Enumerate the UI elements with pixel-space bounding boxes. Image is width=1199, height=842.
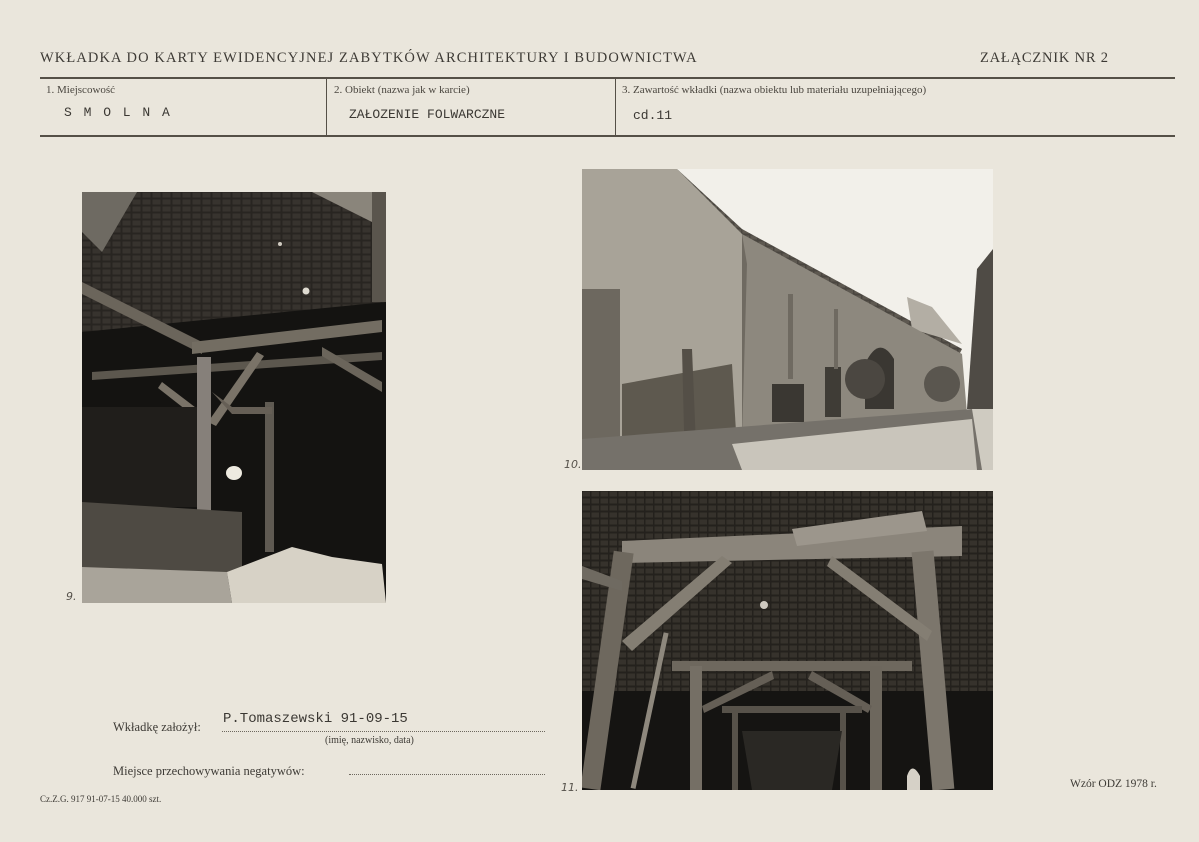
header-rule-top	[40, 77, 1175, 79]
photo-10-farm-building-exterior	[582, 169, 993, 470]
photo-9-barn-roof-truss	[82, 192, 386, 603]
field-label-locality: 1. Miejscowość	[46, 84, 116, 96]
header-rule-bottom	[40, 135, 1175, 137]
field-label-contents: 3. Zawartość wkładki (nazwa obiektu lub materiału uzupełniającego)	[622, 84, 927, 96]
author-value: P.Tomaszewski 91-09-15	[223, 711, 408, 727]
print-run-note: Cz.Z.G. 917 91-07-15 40.000 szt.	[40, 794, 162, 804]
photo-9-number: 9.	[66, 590, 77, 603]
author-line	[222, 731, 545, 732]
field-divider-1	[326, 79, 327, 136]
field-value-locality: S M O L N A	[64, 105, 172, 120]
field-value-object: ZAŁOZENIE FOLWARCZNE	[349, 107, 506, 122]
field-label-object: 2. Obiekt (nazwa jak w karcie)	[334, 84, 470, 96]
author-label: Wkładkę założył:	[113, 720, 201, 734]
photo-10-number: 10.	[564, 458, 582, 471]
field-divider-2	[615, 79, 616, 136]
form-template-note: Wzór ODZ 1978 r.	[1070, 778, 1157, 790]
photo-11-barn-timber-frame	[582, 491, 993, 790]
negatives-storage-line	[349, 774, 545, 775]
form-title: WKŁADKA DO KARTY EWIDENCYJNEJ ZABYTKÓW ARCHITEKTURY I BUDOWNICTWA	[40, 50, 698, 66]
photo-11-number: 11.	[561, 781, 579, 794]
field-value-contents: cd.11	[633, 108, 673, 123]
negatives-storage-label: Miejsce przechowywania negatywów:	[113, 764, 305, 778]
author-hint: (imię, nazwisko, data)	[325, 735, 414, 746]
annex-number: ZAŁĄCZNIK NR 2	[980, 50, 1109, 66]
